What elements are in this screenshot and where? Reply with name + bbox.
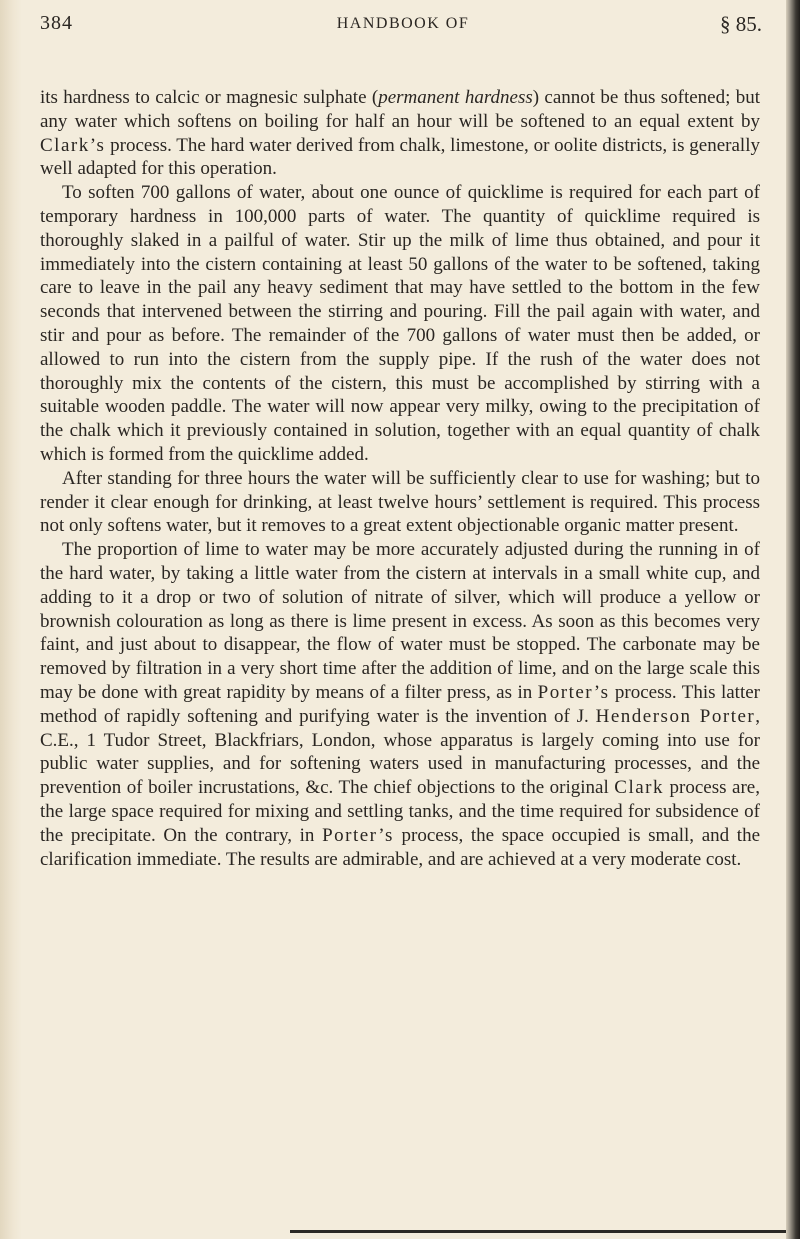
book-page [38,0,768,871]
text-run: process are, the large space required for mixing and settling tanks, and the time required for subsidence of the precipitate. On the contrary, in [40,777,760,846]
spaced-name: Clark [614,777,665,799]
spaced-name: Porter’s [322,824,394,846]
body-text [38,86,768,871]
paragraph [40,181,760,467]
spaced-name: Porter’s [537,681,610,703]
text-run: The proportion of lime to water may be more accurately adjusted during the running in of the hard water, by taking a little water from the cistern at intervals in a small white cup, and adding to it a drop or two of solution of nitrate of silver, which will produce a yellow or brownish colouration as long as there is lime present in excess. As soon as this becomes very faint, and just about to disappear, the flow of water must be stopped. The carbonate may be removed by filtration in a very short time after the addition of lime, and on the large scale this may be done with great rapidity by means of a filter press, as in [40,539,760,703]
text-run: process. The hard water derived from chalk, limestone, or oolite districts, is generally well adapted for this operation. [40,134,760,180]
italic-text: permanent hardness [378,87,533,108]
spaced-name: Clark’s [40,134,106,156]
binding-edge [786,0,800,1239]
page-number: 384 [40,12,73,34]
running-head: HANDBOOK OF [336,15,470,32]
text-run: , C.E., 1 Tudor Street, Blackfriars, London, whose apparatus is largely coming into use for public water supplies, and for softening waters used in manufacturing processes, and the prevention of boiler incrustations, &c. The chief objections to the original [40,705,760,799]
paragraph [40,467,760,538]
page-header [38,0,768,52]
bottom-rule [290,1230,786,1233]
section-reference: § 85. [720,12,762,36]
text-run: process, the space occupied is small, and the clarification immediate. The results are admirable, and are achieved at a very moderate cost. [40,824,760,870]
text-run: ) cannot be thus softened; but any water which softens on boiling for half an hour will be softened to an equal extent by [40,87,760,132]
paragraph [40,86,760,181]
text-run: To soften 700 gallons of water, about one ounce of quicklime is required for each part of temporary hardness in 100,000 parts of water. The quantity of quicklime required is thoroughly slaked in a pailful of water. Stir up the milk of lime thus obtained, and pour it immediately into the cistern containing at least 50 gallons of the water to be softened, taking care to leave in the pail any heavy sediment that may have settled to the bottom in the few seconds that intervened between the stirring and pouring. Fill the pail again with water, and stir and pour as before. The remainder of the 700 gallons of water must then be added, or allowed to run into the cistern from the supply pipe. If the rush of the water does not thoroughly mix the contents of the cistern, this must be accomplished by stirring with a suitable wooden paddle. The water will now appear very milky, owing to the precipitation of the chalk which it previously contained in solution, together with an equal quantity of chalk which is formed from the quicklime added. [40,182,760,465]
text-run: process. This latter method of rapidly softening and purifying water is the invention of J. [40,681,760,727]
text-run: its hardness to calcic or magnesic sulphate ( [40,87,379,108]
spaced-name: Henderson Porter [595,705,756,727]
text-run: After standing for three hours the water will be sufficiently clear to use for washing; but to render it clear enough for drinking, at least twelve hours’ settlement is required. This process not only softens water, but it removes to a great extent objectionable organic matter present. [40,467,760,537]
page-gutter-shadow [0,0,22,1239]
paragraph [40,538,760,871]
